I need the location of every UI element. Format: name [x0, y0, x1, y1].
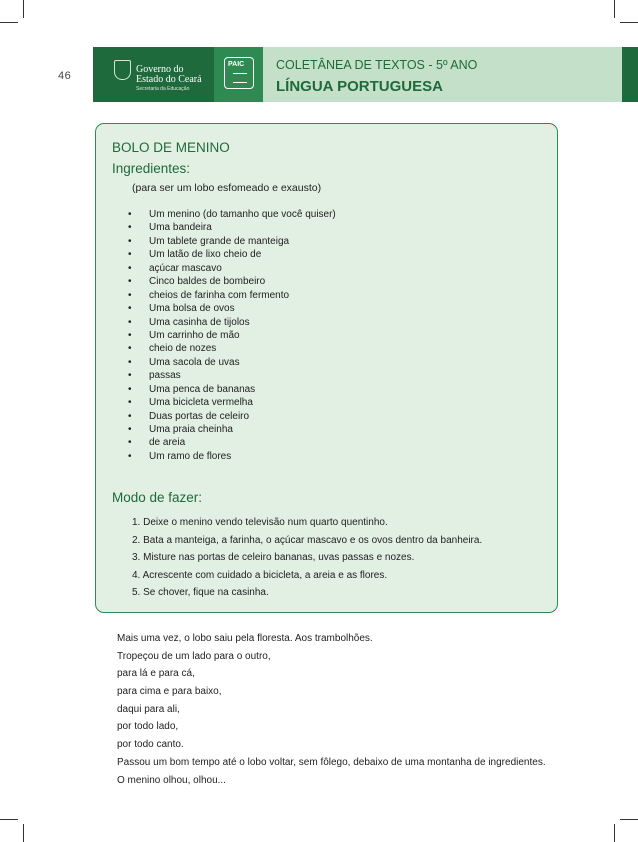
list-item — [128, 383, 336, 396]
ingredient-text: Um menino (do tamanho que você quiser) — [149, 209, 336, 220]
method-step: 1. Deixe o menino vendo televisão num quarto quentinho. — [132, 517, 388, 528]
ingredients-heading: Ingredientes: — [112, 161, 191, 176]
list-item — [128, 342, 336, 355]
ceara-seal-icon — [114, 60, 131, 80]
bullet-icon: • — [128, 343, 132, 355]
ingredient-text: Uma penca de bananas — [149, 383, 256, 395]
crop-mark — [23, 0, 24, 18]
ingredient-text: açúcar mascavo — [149, 262, 222, 274]
bullet-icon: • — [128, 303, 132, 315]
story-line: por todo canto. — [117, 739, 184, 751]
subject-title: LÍNGUA PORTUGUESA — [276, 78, 443, 95]
header-tab — [622, 47, 638, 102]
bullet-icon: • — [128, 276, 132, 288]
bullet-icon: • — [128, 450, 132, 462]
list-item — [128, 356, 336, 369]
ingredients-note: (para ser um lobo esfomeado e exausto) — [132, 182, 322, 194]
story-text — [117, 630, 546, 789]
ingredient-text: passas — [149, 370, 181, 382]
logo-line-1: Governo do — [136, 64, 184, 75]
story-line: daqui para ali, — [117, 703, 180, 715]
story-line: por todo lado, — [117, 721, 179, 733]
list-item — [128, 208, 336, 221]
bullet-icon: • — [128, 437, 132, 449]
government-logo — [93, 47, 214, 102]
list-item — [128, 262, 336, 275]
ingredient-text: cheios de farinha com fermento — [149, 289, 290, 301]
ingredient-text: Uma bandeira — [149, 222, 212, 234]
story-line: O menino olhou, olhou... — [117, 774, 226, 786]
list-item — [128, 248, 336, 261]
method-step: 2. Bata a manteiga, a farinha, o açúcar mascavo e os ovos dentro da banheira. — [132, 534, 483, 546]
ingredient-text: Uma bicicleta vermelha — [149, 397, 253, 409]
page-number: 46 — [58, 70, 72, 82]
paic-logo-text: PAIC — [228, 61, 245, 68]
list-item — [128, 410, 336, 423]
ingredient-text: Uma casinha de tijolos — [149, 316, 250, 328]
ingredient-list — [128, 208, 336, 463]
crop-mark — [614, 0, 615, 18]
logo-subtitle: Secretaria da Educação — [136, 86, 190, 92]
bullet-icon: • — [128, 209, 132, 220]
paic-logo-icon — [224, 57, 254, 89]
ingredient-text: cheio de nozes — [149, 343, 217, 355]
list-item — [128, 289, 336, 302]
ingredient-text: Duas portas de celeiro — [149, 410, 250, 422]
crop-mark — [620, 819, 638, 820]
story-line: para cima e para baixo, — [117, 686, 222, 698]
bullet-icon: • — [128, 410, 132, 422]
series-title: COLETÂNEA DE TEXTOS - 5º ANO — [276, 58, 478, 72]
crop-mark — [0, 22, 18, 23]
list-item — [128, 450, 336, 463]
ingredient-text: Um ramo de flores — [149, 450, 232, 462]
list-item — [128, 275, 336, 288]
recipe-title: BOLO DE MENINO — [112, 140, 230, 155]
story-line: para lá e para cá, — [117, 668, 195, 680]
recipe-box — [95, 123, 558, 613]
story-line: Tropeçou de um lado para o outro, — [117, 650, 271, 662]
method-step: 4. Acrescente com cuidado a bicicleta, a areia e as flores. — [132, 569, 388, 581]
bullet-icon: • — [128, 370, 132, 382]
paic-logo — [214, 47, 263, 102]
bullet-icon: • — [128, 249, 132, 261]
logo-line-2: Estado do Ceará — [136, 74, 202, 85]
method-heading: Modo de fazer: — [112, 490, 203, 505]
bullet-icon: • — [128, 262, 132, 274]
list-item — [128, 329, 336, 342]
bullet-icon: • — [128, 329, 132, 341]
ingredient-text: Uma sacola de uvas — [149, 356, 240, 368]
bullet-icon: • — [128, 316, 132, 328]
ingredient-text: Cinco baldes de bombeiro — [149, 276, 266, 288]
story-line: Mais uma vez, o lobo saiu pela floresta. Aos trambolhões. — [117, 633, 373, 644]
crop-mark — [0, 819, 18, 820]
list-item — [128, 316, 336, 329]
list-item — [128, 221, 336, 234]
bullet-icon: • — [128, 424, 132, 435]
story-line: Passou um bom tempo até o lobo voltar, sem fôlego, debaixo de uma montanha de ingredientes. — [117, 756, 546, 768]
list-item — [128, 302, 336, 315]
ingredient-text: Um carrinho de mão — [149, 329, 240, 341]
ingredient-text: de areia — [149, 437, 186, 449]
crop-mark — [23, 824, 24, 842]
list-item — [128, 369, 336, 382]
list-item — [128, 436, 336, 449]
bullet-icon: • — [128, 235, 132, 247]
bullet-icon: • — [128, 356, 132, 368]
ingredient-text: Uma bolsa de ovos — [149, 303, 235, 315]
ingredient-text: Um latão de lixo cheio de — [149, 249, 262, 261]
method-step: 5. Se chover, fique na casinha. — [132, 587, 269, 598]
ingredient-text: Um tablete grande de manteiga — [149, 235, 290, 247]
method-list — [132, 514, 482, 602]
crop-mark — [620, 22, 638, 23]
bullet-icon: • — [128, 222, 132, 234]
bullet-icon: • — [128, 397, 132, 409]
crop-mark — [614, 824, 615, 842]
bullet-icon: • — [128, 383, 132, 395]
method-step: 3. Misture nas portas de celeiro bananas, uvas passas e nozes. — [132, 552, 415, 563]
page-header — [93, 47, 638, 102]
bullet-icon: • — [128, 289, 132, 301]
list-item — [128, 396, 336, 409]
list-item — [128, 423, 336, 436]
list-item — [128, 235, 336, 248]
ingredient-text: Uma praia cheinha — [149, 424, 233, 435]
